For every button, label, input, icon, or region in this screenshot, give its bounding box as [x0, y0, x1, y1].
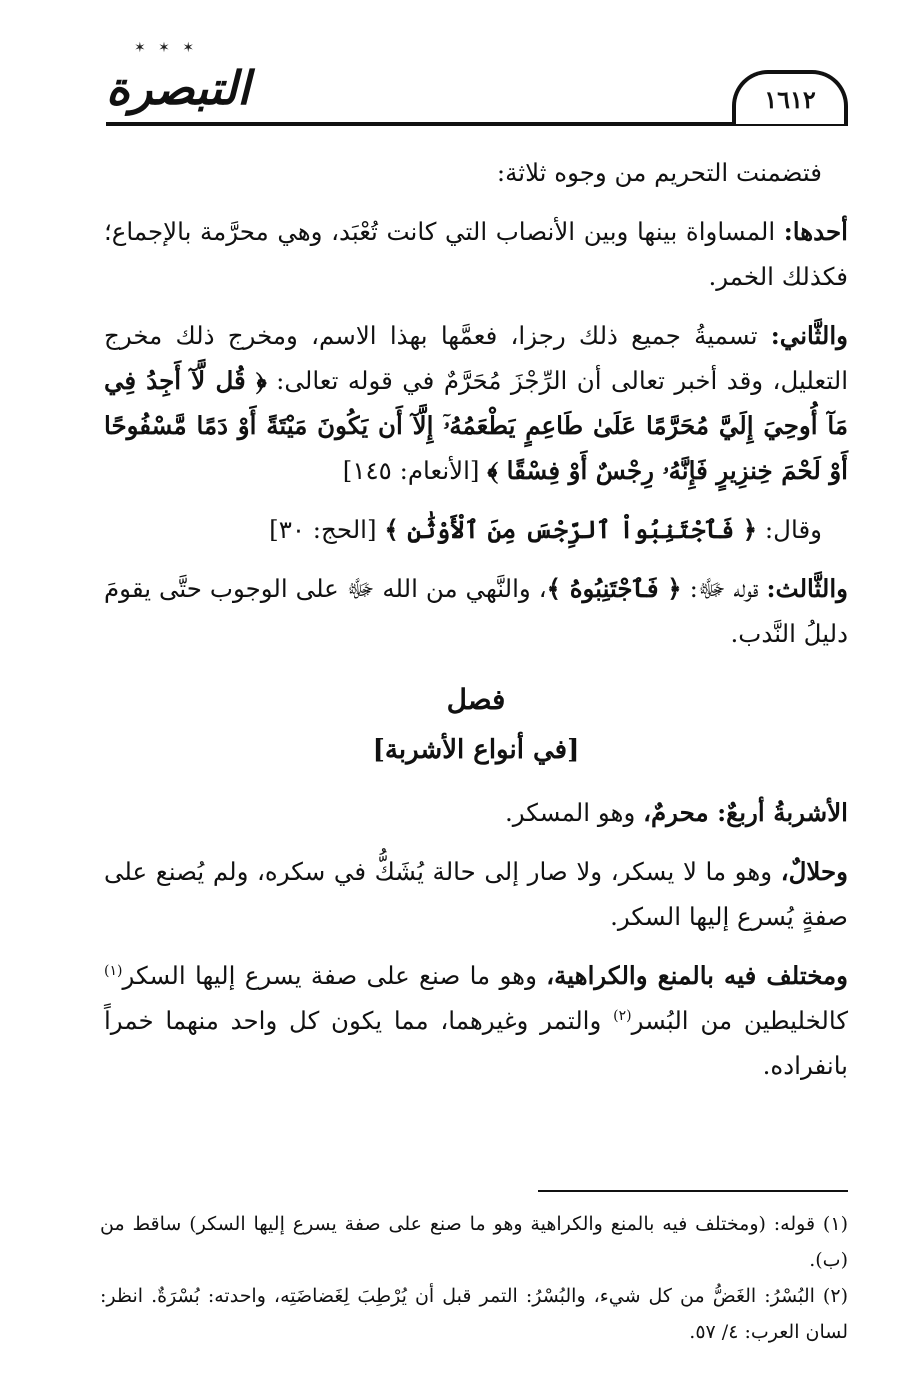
paragraph-text: قوله ﷻ:	[681, 574, 767, 603]
paragraph-text: والتمر وغيرهما، مما يكون كل واحد منهما خمراً بانفراده.	[104, 1006, 848, 1080]
paragraph	[104, 790, 848, 835]
main-text	[104, 150, 848, 1102]
quran-verse: ﴿ قُل لَّآ أَجِدُ فِي مَآ أُوحِيَ إِلَيَّ مُحَرَّمًا عَلَىٰ طَاعِمٍ يَطْعَمُهُۥٓ إِلَّآ أَن يَكُونَ مَيْتَةً أَوْ دَمًا مَّسْفُوحًا أَوْ لَحْمَ خِنزِيرٍ فَإِنَّهُۥ رِجْسٌ أَوْ فِسْقًا ﴾	[104, 366, 848, 485]
paragraph	[104, 849, 848, 939]
quran-verse: ﴿ فَٱجْتَنِبُواْ ٱلرِّجْسَ مِنَ ٱلْأَوْثَٰنِ ﴾	[384, 515, 758, 544]
running-title: التبصرة	[106, 61, 250, 115]
paragraph	[104, 209, 848, 299]
paragraph-text: وهو المسكر.	[504, 798, 644, 827]
paragraph-lead: أحدها:	[783, 217, 848, 246]
paragraph-text: تسميةُ جميع ذلك رجزا، فعمَّها بهذا الاسم، ومخرج ذلك مخرج التعليل، وقد أخبر تعالى أن الرِّجْزَ مُحَرَّمٌ في قوله تعالى:	[104, 321, 849, 395]
paragraph-text: كالخليطين من البُسر	[631, 1006, 848, 1035]
page-header	[106, 40, 848, 130]
paragraph-lead: وحلالٌ،	[780, 857, 848, 886]
paragraph-text: المساواة بينها وبين الأنصاب التي كانت تُعْبَد، وهي محرَّمة بالإجماع؛ فكذلك الخمر.	[104, 217, 848, 291]
footnote: (٢) البُسْرُ: الغَضُّ من كل شيء، والبُسْرُ: التمر قبل أن يُرْطِبَ لِغَضاضَتِه، واحدته: بُسْرَةٌ. انظر: لسان العرب: ٤/ ٥٧.	[100, 1285, 848, 1343]
paragraph-text: فتضمنت التحريم من وجوه ثلاثة:	[496, 158, 822, 187]
paragraph-text: وهو ما لا يسكر، ولا صار إلى حالة يُشَكُّ في سكره، ولم يُصنع على صفةٍ يُسرع إليها السكر.	[104, 857, 848, 931]
section-subheading: [في أنواع الأشربة]	[372, 735, 580, 765]
paragraph-text: وقال:	[757, 515, 822, 544]
paragraph	[104, 150, 848, 195]
footnote: (١) قوله: (ومختلف فيه بالمنع والكراهية وهو ما صنع على صفة يسرع إليها السكر) ساقط من (ب).	[100, 1213, 848, 1271]
footnotes	[100, 1206, 848, 1350]
paragraph-lead: والثَّاني:	[770, 321, 848, 350]
paragraph	[104, 566, 848, 656]
paragraph-text: ، والنَّهي من الله ﷻ على الوجوب حتَّى يقومَ دليلُ النَّدب.	[104, 574, 848, 648]
section-heading: فصل	[446, 683, 506, 716]
paragraph-text: وهو ما صنع على صفة يسرع إليها السكر	[122, 961, 547, 990]
footnote-marker[interactable]: (١)	[104, 962, 123, 979]
paragraph-lead: والثَّالث:	[766, 574, 849, 603]
page-number: ١٦١٢	[732, 70, 848, 124]
paragraph	[104, 313, 848, 493]
paragraph-lead: ومختلف فيه بالمنع والكراهية،	[546, 961, 849, 990]
paragraph-lead: الأشربةُ أربعٌ: محرمٌ،	[643, 798, 848, 827]
paragraph	[104, 953, 848, 1088]
footnote-marker[interactable]: (٢)	[613, 1007, 632, 1024]
quran-verse: ﴿ فَٱجْتَنِبُوهُ ﴾	[546, 574, 682, 603]
paragraph	[104, 507, 848, 552]
verse-reference: [الحج: ٣٠]	[269, 515, 385, 544]
header-ornament: ✶ ✶ ✶	[133, 40, 199, 56]
footnote-separator	[538, 1190, 848, 1192]
verse-reference: [الأنعام: ١٤٥]	[342, 456, 488, 485]
